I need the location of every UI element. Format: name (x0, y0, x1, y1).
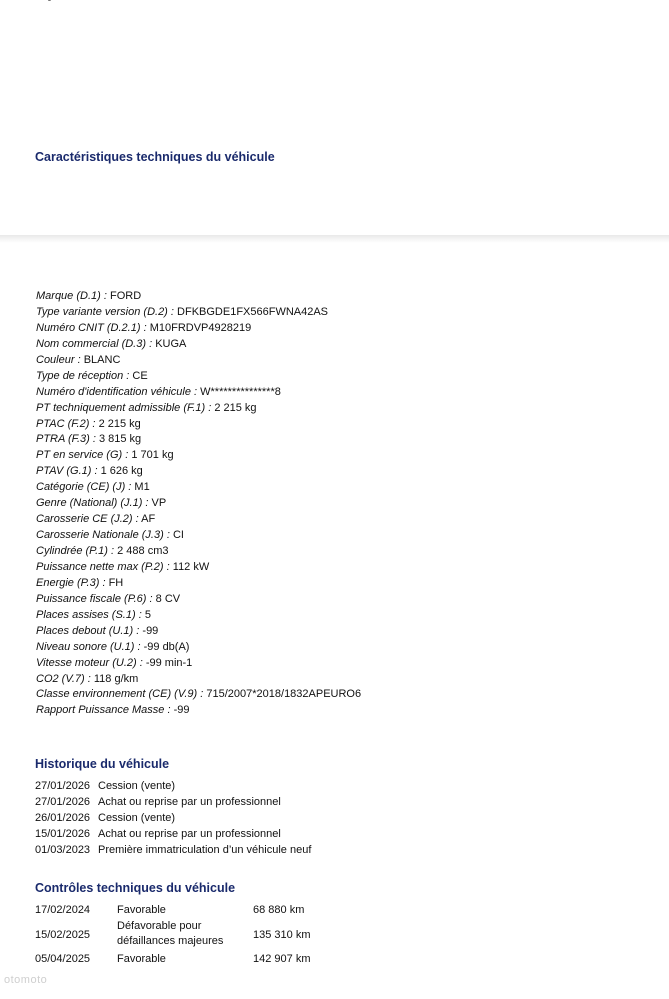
spec-value: 112 kW (172, 560, 210, 573)
history-section-title: Historique du véhicule (35, 757, 170, 771)
spec-value: M10FRDVP4928219 (149, 321, 252, 334)
divider-band (0, 235, 669, 243)
spec-label: Type variante version (D.2) : (36, 305, 174, 318)
spec-value: FORD (109, 290, 142, 302)
spec-row (36, 672, 361, 688)
spec-row (36, 385, 361, 401)
spec-label: Places assises (S.1) : (36, 608, 142, 621)
spec-row (36, 432, 361, 448)
history-row (35, 827, 311, 843)
watermark-logo: otomoto (4, 974, 48, 986)
spec-row (36, 560, 361, 576)
spec-row (36, 656, 361, 672)
history-list (35, 779, 311, 858)
spec-row (36, 464, 361, 480)
spec-label: Cylindrée (P.1) : (36, 545, 115, 557)
spec-label: Rapport Puissance Masse : (36, 704, 171, 717)
spec-value: 8 CV (155, 592, 181, 605)
spec-value: -99 (173, 704, 190, 717)
history-event: Première immatriculation d’un véhicule neuf (98, 843, 312, 856)
spec-row (36, 576, 361, 592)
spec-value: 2 488 cm3 (117, 545, 169, 557)
spec-value: -99 db(A) (143, 640, 190, 653)
spec-label: Couleur : (36, 353, 81, 366)
history-date: 15/01/2026 (35, 827, 91, 840)
history-event: Achat ou reprise par un professionnel (98, 795, 281, 808)
specs-section-title: Caractéristiques techniques du véhicule (35, 150, 275, 164)
control-result: Favorable (117, 904, 166, 916)
spec-label: Puissance nette max (P.2) : (36, 560, 170, 573)
spec-row (36, 608, 361, 624)
history-date: 27/01/2026 (35, 795, 91, 808)
spec-value: VP (151, 497, 167, 510)
spec-row (36, 480, 361, 496)
history-date: 26/01/2026 (35, 811, 91, 824)
spec-row (36, 687, 361, 703)
spec-value: M1 (134, 481, 150, 494)
spec-row (36, 640, 361, 656)
spec-label: Vitesse moteur (U.2) : (36, 656, 143, 669)
spec-label: Genre (National) (J.1) : (36, 497, 149, 510)
spec-row (36, 544, 361, 560)
spec-label: Marque (D.1) : (36, 290, 107, 302)
spec-label: PT techniquement admissible (F.1) : (36, 401, 212, 414)
spec-row (36, 321, 361, 337)
spec-label: Catégorie (CE) (J) : (36, 481, 132, 494)
spec-row (36, 305, 361, 321)
spec-label: PT en service (G) : (36, 449, 129, 462)
history-date: 01/03/2023 (35, 843, 91, 856)
control-date: 15/02/2025 (35, 929, 91, 941)
spec-row (36, 512, 361, 528)
spec-label: Classe environnement (CE) (V.9) : (36, 688, 204, 701)
spec-value: -99 min-1 (145, 656, 193, 669)
spec-row (36, 448, 361, 464)
control-result: Défavorable pour défaillances majeures (117, 920, 224, 947)
top-mark: ˘ (48, 0, 52, 10)
spec-value: AF (141, 513, 156, 526)
spec-row (36, 401, 361, 417)
spec-label: Carosserie Nationale (J.3) : (36, 529, 170, 542)
spec-value: 5 (144, 608, 151, 621)
spec-value: 715/2007*2018/1832APEURO6 (206, 688, 362, 701)
spec-label: Type de réception : (36, 369, 130, 382)
history-row (35, 843, 311, 859)
spec-row (36, 496, 361, 512)
history-date: 27/01/2026 (35, 780, 91, 792)
spec-label: Numéro d'identification véhicule : (36, 385, 198, 398)
control-km: 68 880 km (253, 904, 305, 916)
spec-label: Energie (P.3) : (36, 576, 106, 589)
control-date: 05/04/2025 (35, 953, 91, 965)
spec-label: PTAV (G.1) : (36, 465, 98, 478)
spec-value: BLANC (83, 353, 121, 366)
spec-row (36, 337, 361, 353)
spec-label: PTAC (F.2) : (36, 417, 96, 430)
spec-label: Places debout (U.1) : (36, 624, 140, 637)
controls-section-title: Contrôles techniques du véhicule (35, 881, 236, 895)
control-km: 142 907 km (253, 953, 311, 965)
spec-value: 118 g/km (93, 672, 139, 685)
spec-label: Numéro CNIT (D.2.1) : (36, 321, 147, 334)
spec-value: -99 (142, 624, 159, 637)
spec-row (36, 353, 361, 369)
spec-row (36, 703, 361, 719)
history-event: Cession (vente) (98, 811, 176, 824)
history-row (35, 795, 311, 811)
spec-value: 2 215 kg (214, 401, 257, 414)
spec-value: FH (108, 576, 124, 589)
history-row (35, 811, 311, 827)
spec-value: 3 815 kg (98, 433, 142, 446)
spec-value: W***************8 (200, 385, 281, 398)
history-event: Cession (vente) (98, 780, 176, 792)
spec-label: Puissance fiscale (P.6) : (36, 592, 153, 605)
spec-label: PTRA (F.3) : (36, 433, 96, 446)
spec-value: CI (172, 529, 184, 542)
spec-value: 2 215 kg (98, 417, 141, 430)
spec-value: CE (132, 369, 148, 382)
spec-label: Carosserie CE (J.2) : (36, 513, 139, 526)
spec-value: 1 626 kg (100, 465, 143, 478)
spec-row (36, 592, 361, 608)
spec-row (36, 624, 361, 640)
control-date: 17/02/2024 (35, 904, 91, 916)
spec-value: 1 701 kg (131, 449, 174, 462)
spec-label: Nom commercial (D.3) : (36, 337, 153, 350)
control-km: 135 310 km (253, 929, 311, 941)
spec-row (36, 369, 361, 385)
spec-value: DFKBGDE1FX566FWNA42AS (177, 305, 329, 318)
spec-row (36, 528, 361, 544)
specs-list (36, 289, 361, 719)
spec-value: KUGA (155, 337, 187, 350)
history-row (35, 779, 311, 795)
spec-row (36, 289, 361, 305)
spec-row (36, 417, 361, 433)
spec-label: Niveau sonore (U.1) : (36, 640, 141, 653)
history-event: Achat ou reprise par un professionnel (98, 827, 281, 840)
spec-label: CO2 (V.7) : (36, 672, 91, 685)
control-result: Favorable (117, 953, 166, 965)
